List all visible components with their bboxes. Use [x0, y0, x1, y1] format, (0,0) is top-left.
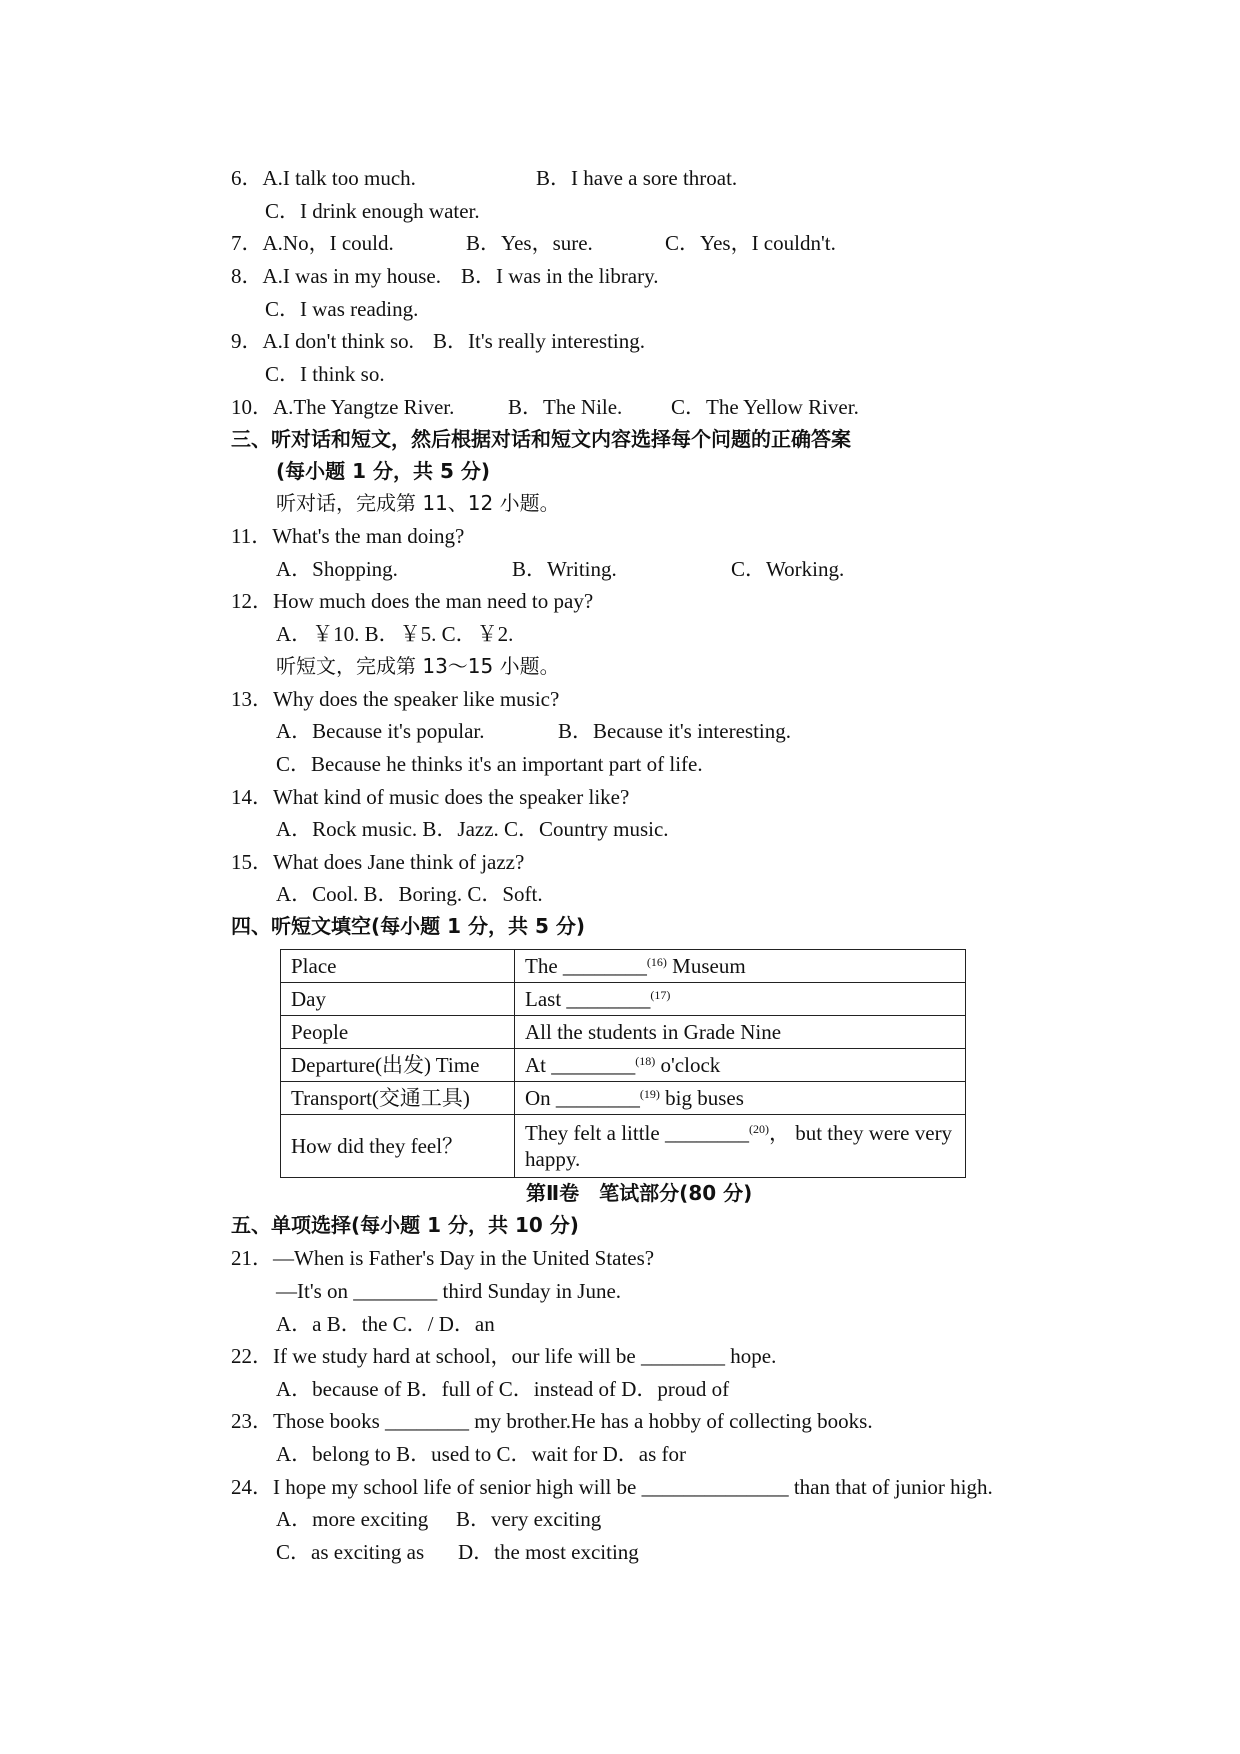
option-b: B．It's really interesting.	[433, 329, 645, 353]
row-label: Day	[281, 983, 515, 1016]
question-number: 10．	[231, 395, 273, 419]
row-value: Last ________$^{(17)}$	[515, 983, 966, 1016]
table-row	[281, 1082, 966, 1115]
options: A．Rock music. B．Jazz. C．Country music.	[276, 817, 669, 841]
question-number: 23．	[231, 1409, 273, 1433]
question-number: 24．	[231, 1475, 273, 1499]
option-b: B．Because it's interesting.	[558, 719, 791, 743]
option-a: A．more exciting	[276, 1507, 429, 1531]
row-value: The ________$^{(16)}$ Museum	[515, 950, 966, 983]
question-stem: What does Jane think of jazz?	[273, 850, 525, 874]
option-c: C．I was reading.	[265, 297, 419, 321]
question-22	[231, 1343, 776, 1369]
option-a: A.No，I could.	[262, 231, 394, 255]
question-stem: How much does the man need to pay?	[273, 589, 594, 613]
table-row	[281, 950, 966, 983]
option-c: C．Because he thinks it's an important part of life.	[276, 752, 703, 776]
row-value: On ________$^{(19)}$ big buses	[515, 1082, 966, 1115]
question-stem-reply: —It's on ________ third Sunday in June.	[276, 1279, 622, 1303]
table-row	[281, 1049, 966, 1082]
table-row	[281, 1115, 966, 1178]
row-label: Place	[281, 950, 515, 983]
options: A．￥10. B．￥5. C．￥2.	[276, 622, 514, 646]
question-number: 13．	[231, 687, 273, 711]
question-number: 7．	[231, 231, 263, 255]
question-stem: What's the man doing?	[272, 524, 465, 548]
question-6	[231, 165, 416, 191]
option-c: C．Working.	[731, 557, 845, 581]
option-b: B．Yes，sure.	[466, 231, 593, 255]
question-number: 14．	[231, 785, 273, 809]
option-c: C．I drink enough water.	[265, 199, 480, 223]
question-7	[231, 230, 394, 256]
question-24	[231, 1474, 993, 1500]
question-8	[231, 263, 441, 289]
question-number: 22．	[231, 1344, 273, 1368]
section-3-title: 三、听对话和短文，然后根据对话和短文内容选择每个问题的正确答案	[231, 427, 851, 451]
question-stem: —When is Father's Day in the United States?	[273, 1246, 655, 1270]
fill-in-table	[280, 949, 966, 1178]
table-row	[281, 1016, 966, 1049]
option-a: A.I don't think so.	[262, 329, 414, 353]
options: A．a B．the C．/ D．an	[276, 1312, 495, 1336]
question-10	[231, 394, 454, 420]
question-stem: Why does the speaker like music?	[273, 687, 560, 711]
row-value: All the students in Grade Nine	[515, 1016, 966, 1049]
question-23	[231, 1408, 873, 1434]
question-stem: Those books ________ my brother.He has a hobby of collecting books.	[273, 1409, 873, 1433]
option-a: A.The Yangtze River.	[273, 395, 455, 419]
question-number: 9．	[231, 329, 263, 353]
option-b: B．I was in the library.	[461, 264, 659, 288]
section-3-score: (每小题 1 分，共 5 分)	[276, 459, 490, 483]
row-value: They felt a little ________$^{(20)}$， but they were very happy.	[515, 1115, 966, 1178]
question-stem: What kind of music does the speaker like?	[273, 785, 630, 809]
question-number: 11．	[231, 524, 273, 548]
question-11	[231, 523, 464, 549]
section-5-title: 五、单项选择(每小题 1 分，共 10 分)	[231, 1213, 579, 1237]
question-14	[231, 784, 629, 810]
table-row	[281, 983, 966, 1016]
row-label: People	[281, 1016, 515, 1049]
section-4-title: 四、听短文填空(每小题 1 分，共 5 分)	[231, 914, 585, 938]
option-b: B．I have a sore throat.	[536, 166, 738, 190]
option-c: C．Yes，I couldn't.	[665, 231, 836, 255]
section-3-intro-passage: 听短文，完成第 13～15 小题。	[276, 654, 560, 678]
question-stem: If we study hard at school，our life will be ________ hope.	[273, 1344, 777, 1368]
question-number: 8．	[231, 264, 263, 288]
options: A．Cool. B．Boring. C．Soft.	[276, 882, 543, 906]
option-a: A．Shopping.	[276, 557, 398, 581]
question-13	[231, 686, 559, 712]
question-stem: I hope my school life of senior high will be ______________ than that of junior high.	[273, 1475, 993, 1499]
options: A．belong to B．used to C．wait for D．as for	[276, 1442, 687, 1466]
question-number: 15．	[231, 850, 273, 874]
question-15	[231, 849, 524, 875]
part-2-title: 第Ⅱ卷 笔试部分(80 分)	[526, 1181, 753, 1205]
question-9	[231, 328, 414, 354]
option-c: C．I think so.	[265, 362, 385, 386]
row-value: At ________$^{(18)}$ o'clock	[515, 1049, 966, 1082]
row-label: Transport(交通工具)	[281, 1082, 515, 1115]
question-number: 6．	[231, 166, 263, 190]
option-a: A.I talk too much.	[262, 166, 416, 190]
row-label: How did they feel？	[281, 1115, 515, 1178]
option-b: B．The Nile.	[508, 395, 623, 419]
option-c: C．The Yellow River.	[671, 395, 859, 419]
option-c: C．as exciting as	[276, 1540, 425, 1564]
option-b: B．Writing.	[512, 557, 617, 581]
question-21	[231, 1245, 654, 1271]
row-label: Departure(出发) Time	[281, 1049, 515, 1082]
option-d: D．the most exciting	[458, 1540, 639, 1564]
question-number: 21．	[231, 1246, 273, 1270]
option-b: B．very exciting	[456, 1507, 602, 1531]
section-3-intro-dialogue: 听对话，完成第 11、12 小题。	[276, 491, 560, 515]
question-number: 12．	[231, 589, 273, 613]
options: A．because of B．full of C．instead of D．proud of	[276, 1377, 730, 1401]
option-a: A.I was in my house.	[262, 264, 441, 288]
option-a: A．Because it's popular.	[276, 719, 485, 743]
question-12	[231, 588, 593, 614]
